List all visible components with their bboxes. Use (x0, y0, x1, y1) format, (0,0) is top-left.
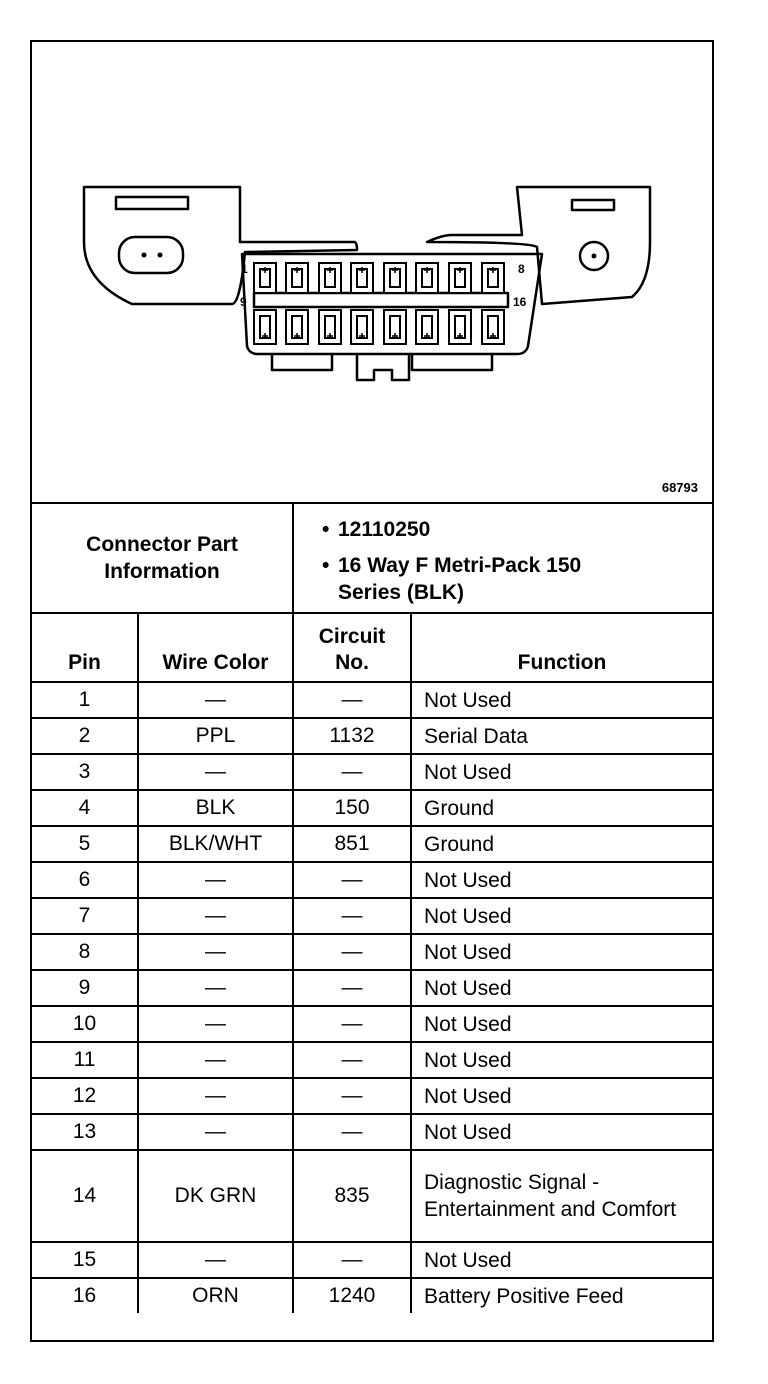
pin-cell: 9 (32, 970, 138, 1006)
pin-cell: 13 (32, 1114, 138, 1150)
pin-cavity-2 (286, 263, 308, 293)
wire-color-cell: — (138, 1242, 293, 1278)
pin-label-8: 8 (518, 262, 525, 276)
function-cell: Serial Data (411, 718, 712, 754)
function-cell: Battery Positive Feed (411, 1278, 712, 1313)
pin-cell: 7 (32, 898, 138, 934)
table-row (32, 1006, 712, 1042)
circuit-cell: 1240 (293, 1278, 411, 1313)
function-cell: Diagnostic Signal - Entertainment and Comfort (411, 1150, 712, 1242)
header-function: Function (411, 614, 712, 682)
table-row (32, 1078, 712, 1114)
circuit-cell: — (293, 862, 411, 898)
key-slot-dot (158, 253, 163, 258)
wire-color-cell: — (138, 682, 293, 718)
wire-color-cell: — (138, 1042, 293, 1078)
pin-cavity-1 (254, 263, 276, 293)
table-row (32, 718, 712, 754)
wire-color-cell: — (138, 1114, 293, 1150)
info-items-cell (294, 504, 712, 612)
pin-cavity-14 (416, 310, 438, 344)
table-row (32, 1150, 712, 1242)
pin-cell: 1 (32, 682, 138, 718)
pin-cavity-5 (384, 263, 406, 293)
pin-label-1: 1 (241, 262, 248, 276)
info-label: Connector Part Information (86, 533, 238, 583)
right-ear-tab (572, 200, 614, 210)
function-cell: Not Used (411, 1078, 712, 1114)
table-row (32, 826, 712, 862)
left-mounting-ear (84, 187, 357, 304)
circuit-cell: 835 (293, 1150, 411, 1242)
circuit-cell: — (293, 1006, 411, 1042)
info-item-series: Series (BLK) (338, 581, 465, 604)
pin-cavity-10 (286, 310, 308, 344)
table-row (32, 1042, 712, 1078)
table-row (32, 862, 712, 898)
pin-cavity-7 (449, 263, 471, 293)
wire-color-cell: — (138, 862, 293, 898)
pin-cavity-6 (416, 263, 438, 293)
pin-cavity-9 (254, 310, 276, 344)
connector-key-tab (357, 354, 409, 380)
pin-cell: 10 (32, 1006, 138, 1042)
pin-cavity-13 (384, 310, 406, 344)
info-label-cell (32, 504, 294, 612)
table-row (32, 934, 712, 970)
function-cell: Not Used (411, 898, 712, 934)
function-cell: Ground (411, 826, 712, 862)
pin-cavity-3 (319, 263, 341, 293)
wire-color-cell: ORN (138, 1278, 293, 1313)
connector-diagram (32, 42, 712, 502)
wire-color-cell: BLK/WHT (138, 826, 293, 862)
table-row (32, 682, 712, 718)
circuit-cell: — (293, 754, 411, 790)
info-item-connector-type: • 16 Way F Metri-Pack 150 (322, 554, 582, 577)
center-separator-bar (254, 293, 508, 307)
table-row (32, 1242, 712, 1278)
connector-drawing (32, 42, 712, 502)
left-ear-tab (116, 197, 188, 209)
connector-sheet (30, 40, 714, 1342)
function-cell: Not Used (411, 1006, 712, 1042)
wire-color-cell: — (138, 1006, 293, 1042)
function-cell: Not Used (411, 1114, 712, 1150)
circuit-cell: — (293, 934, 411, 970)
pin-cavity-15 (449, 310, 471, 344)
circuit-cell: — (293, 682, 411, 718)
mounting-hole-dot (592, 254, 597, 259)
pin-cavity-12 (351, 310, 373, 344)
function-cell: Not Used (411, 754, 712, 790)
function-cell: Ground (411, 790, 712, 826)
pin-cell: 8 (32, 934, 138, 970)
header-pin: Pin (32, 614, 138, 682)
pin-cell: 11 (32, 1042, 138, 1078)
header-wire-color: Wire Color (138, 614, 293, 682)
function-cell: Not Used (411, 1042, 712, 1078)
pin-cell: 2 (32, 718, 138, 754)
wire-color-cell: — (138, 934, 293, 970)
circuit-cell: — (293, 1114, 411, 1150)
circuit-cell: — (293, 1242, 411, 1278)
table-row (32, 790, 712, 826)
connector-part-info (32, 502, 712, 614)
pin-cavity-8 (482, 263, 504, 293)
table-row (32, 754, 712, 790)
pin-cell: 15 (32, 1242, 138, 1278)
wire-color-cell: — (138, 754, 293, 790)
connector-bottom-skirt (272, 354, 492, 370)
circuit-cell: — (293, 1042, 411, 1078)
wire-color-cell: — (138, 970, 293, 1006)
wire-color-cell: BLK (138, 790, 293, 826)
table-row (32, 1114, 712, 1150)
function-cell: Not Used (411, 862, 712, 898)
circuit-cell: — (293, 898, 411, 934)
pin-cell: 4 (32, 790, 138, 826)
function-cell: Not Used (411, 1242, 712, 1278)
function-cell: Not Used (411, 934, 712, 970)
pin-cell: 6 (32, 862, 138, 898)
pin-label-9: 9 (240, 295, 247, 309)
bullet-icon: • (322, 518, 330, 541)
key-slot-dot (142, 253, 147, 258)
pin-cavity-4 (351, 263, 373, 293)
function-cell: Not Used (411, 970, 712, 1006)
function-cell: Not Used (411, 682, 712, 718)
wire-color-cell: — (138, 898, 293, 934)
circuit-cell: 851 (293, 826, 411, 862)
pin-cell: 12 (32, 1078, 138, 1114)
circuit-cell: 1132 (293, 718, 411, 754)
table-header-row (32, 614, 712, 682)
pin-cell: 5 (32, 826, 138, 862)
bullet-icon: • (322, 554, 330, 577)
pin-out-table (32, 614, 712, 1313)
pin-cell: 16 (32, 1278, 138, 1313)
wire-color-cell: PPL (138, 718, 293, 754)
left-key-slot (119, 237, 183, 273)
info-item-part-number: • 12110250 (322, 518, 431, 541)
table-row (32, 898, 712, 934)
circuit-cell: 150 (293, 790, 411, 826)
table-row (32, 970, 712, 1006)
table-row (32, 1278, 712, 1313)
pin-cavity-16 (482, 310, 504, 344)
circuit-cell: — (293, 1078, 411, 1114)
wire-color-cell: — (138, 1078, 293, 1114)
table-body (32, 682, 712, 1313)
pin-cell: 3 (32, 754, 138, 790)
pin-label-16: 16 (513, 295, 527, 309)
figure-id: 68793 (661, 480, 698, 495)
header-circuit-no: Circuit No. (293, 614, 411, 682)
wire-color-cell: DK GRN (138, 1150, 293, 1242)
circuit-cell: — (293, 970, 411, 1006)
pin-cell: 14 (32, 1150, 138, 1242)
pin-cavity-11 (319, 310, 341, 344)
